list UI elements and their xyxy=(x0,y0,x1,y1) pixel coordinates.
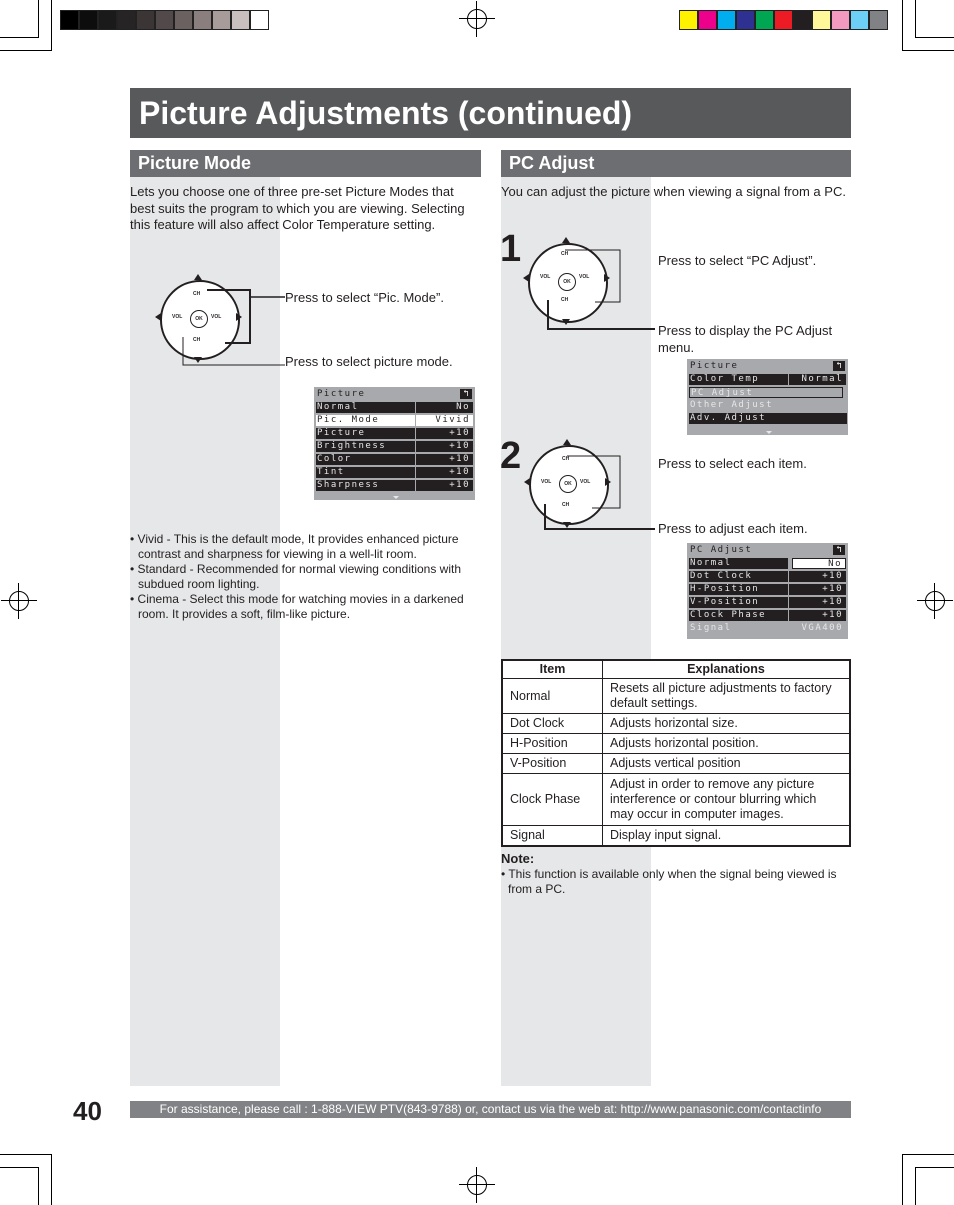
table-cell-text: Adjusts horizontal size. xyxy=(603,714,851,734)
callout-lines xyxy=(180,285,290,370)
color-swatch xyxy=(717,10,736,30)
color-swatch-bar xyxy=(679,10,888,30)
gray-swatch-bar xyxy=(60,10,269,30)
note-label: Note: xyxy=(501,851,535,866)
table-cell-text: Adjusts vertical position xyxy=(603,754,851,774)
crop-mark xyxy=(0,50,52,51)
color-swatch xyxy=(774,10,793,30)
picture-mode-header: Picture Mode xyxy=(130,150,481,177)
note-text: • This function is available only when the signal being viewed is from a PC. xyxy=(501,867,837,896)
footer-assistance: For assistance, please call : 1-888-VIEW PTV(843-9788) or, contact us via the web at: http://www.panasonic.com/contactinfo xyxy=(130,1101,851,1118)
picture-mode-bullets xyxy=(130,532,480,622)
ok-button-icon: OK xyxy=(190,310,208,328)
color-swatch xyxy=(698,10,717,30)
color-swatch xyxy=(736,10,755,30)
color-swatch xyxy=(679,10,698,30)
table-header-row xyxy=(502,660,850,679)
callout-display-pc-adjust: Press to display the PC Adjust menu. xyxy=(658,323,833,355)
color-swatch xyxy=(136,10,155,30)
registration-mark xyxy=(459,1167,495,1203)
osd-picture-menu-pc: Picture ↰ Color Temp Normal PC Adjust Other Adjust Adv. Adjust xyxy=(687,359,848,435)
table-cell-item: Normal xyxy=(502,679,603,714)
step-number-1: 1 xyxy=(500,228,522,270)
crop-mark xyxy=(902,1154,903,1205)
crop-mark xyxy=(902,50,954,51)
table-cell-item: V-Position xyxy=(502,754,603,774)
registration-mark xyxy=(917,583,953,619)
table-cell-item: Dot Clock xyxy=(502,714,603,734)
table-cell-item: H-Position xyxy=(502,734,603,754)
callout-lines xyxy=(540,245,660,335)
color-swatch xyxy=(155,10,174,30)
table-cell-text: Adjusts horizontal position. xyxy=(603,734,851,754)
registration-mark xyxy=(459,1,495,37)
remote-control-dpad: OK CH VOL VOL CH xyxy=(528,243,608,323)
ok-button-icon: OK xyxy=(558,273,576,291)
table-row xyxy=(502,714,850,734)
remote-control-dpad: OK CH VOL VOL CH xyxy=(160,280,240,360)
crop-mark xyxy=(0,1154,52,1155)
scroll-down-icon xyxy=(393,496,399,499)
color-swatch xyxy=(812,10,831,30)
registration-mark xyxy=(1,583,37,619)
column-header-explanations: Explanations xyxy=(603,660,851,679)
scroll-down-icon xyxy=(766,431,772,434)
color-swatch xyxy=(174,10,193,30)
table-row xyxy=(502,774,850,826)
table-row xyxy=(502,754,850,774)
pc-adjust-table xyxy=(501,659,851,847)
crop-mark xyxy=(0,37,38,38)
color-swatch xyxy=(850,10,869,30)
table-cell-item: Clock Phase xyxy=(502,774,603,826)
table-row xyxy=(502,679,850,714)
picture-mode-intro: Lets you choose one of three pre-set Picture Modes that best suits the program to which you are viewing. Selecting this feature will also affect Color Temperature setting. xyxy=(130,184,465,232)
callout-select-pic-mode: Press to select “Pic. Mode”. xyxy=(285,290,444,305)
callout-select-picture-mode: Press to select picture mode. xyxy=(285,354,453,369)
color-swatch xyxy=(755,10,774,30)
page-number: 40 xyxy=(73,1096,102,1126)
color-swatch xyxy=(212,10,231,30)
color-swatch xyxy=(79,10,98,30)
table-row xyxy=(502,826,850,847)
crop-mark xyxy=(38,0,39,38)
color-swatch xyxy=(793,10,812,30)
crop-mark xyxy=(51,1154,52,1205)
color-swatch xyxy=(831,10,850,30)
crop-mark xyxy=(51,0,52,51)
return-icon: ↰ xyxy=(833,545,845,555)
table-cell-item: Signal xyxy=(502,826,603,847)
crop-mark xyxy=(902,1154,954,1155)
callout-select-each-item: Press to select each item. xyxy=(658,456,807,471)
crop-mark xyxy=(0,1167,38,1168)
color-swatch xyxy=(60,10,79,30)
return-icon: ↰ xyxy=(460,389,472,399)
bullet-standard: • Standard - Recommended for normal viewing conditions with subdued room lighting. xyxy=(130,562,462,591)
color-swatch xyxy=(231,10,250,30)
pc-adjust-header: PC Adjust xyxy=(501,150,851,177)
ok-button-icon: OK xyxy=(559,475,577,493)
return-icon: ↰ xyxy=(833,361,845,371)
color-swatch xyxy=(117,10,136,30)
callout-select-pc-adjust: Press to select “PC Adjust”. xyxy=(658,253,817,268)
page-title: Picture Adjustments (continued) xyxy=(130,88,851,138)
crop-mark xyxy=(915,0,916,38)
remote-control-dpad: OK CH VOL VOL CH xyxy=(529,445,609,525)
bullet-cinema: • Cinema - Select this mode for watching movies in a darkened room. It provides a soft, film-like picture. xyxy=(130,592,464,621)
crop-mark xyxy=(902,0,903,51)
table-row xyxy=(502,734,850,754)
callout-lines xyxy=(540,450,660,540)
step-number-2: 2 xyxy=(500,435,522,477)
crop-mark xyxy=(915,1167,916,1205)
osd-pc-adjust-menu: PC Adjust ↰ Normal No Dot Clock +10 H-Position +10 V-Position +10 Clock Phase +10 Signal VGA400 xyxy=(687,543,848,639)
table-cell-text: Adjust in order to remove any picture interference or contour blurring which may occur in computer images. xyxy=(603,774,851,826)
table-cell-text: Resets all picture adjustments to factory default settings. xyxy=(603,679,851,714)
color-swatch xyxy=(250,10,269,30)
bullet-vivid: • Vivid - This is the default mode, It provides enhanced picture contrast and sharpness for viewing in a well-lit room. xyxy=(130,532,459,561)
pc-adjust-intro: You can adjust the picture when viewing a signal from a PC. xyxy=(501,184,846,199)
crop-mark xyxy=(38,1167,39,1205)
color-swatch xyxy=(98,10,117,30)
color-swatch xyxy=(869,10,888,30)
table-cell-text: Display input signal. xyxy=(603,826,851,847)
crop-mark xyxy=(916,1167,954,1168)
callout-adjust-each-item: Press to adjust each item. xyxy=(658,521,808,536)
color-swatch xyxy=(193,10,212,30)
osd-picture-menu: Picture ↰ Normal No Pic. Mode Vivid Picture +10 Brightness +10 Color +10 Tint +10 Sharpness +10 xyxy=(314,387,475,500)
crop-mark xyxy=(916,37,954,38)
column-header-item: Item xyxy=(502,660,603,679)
